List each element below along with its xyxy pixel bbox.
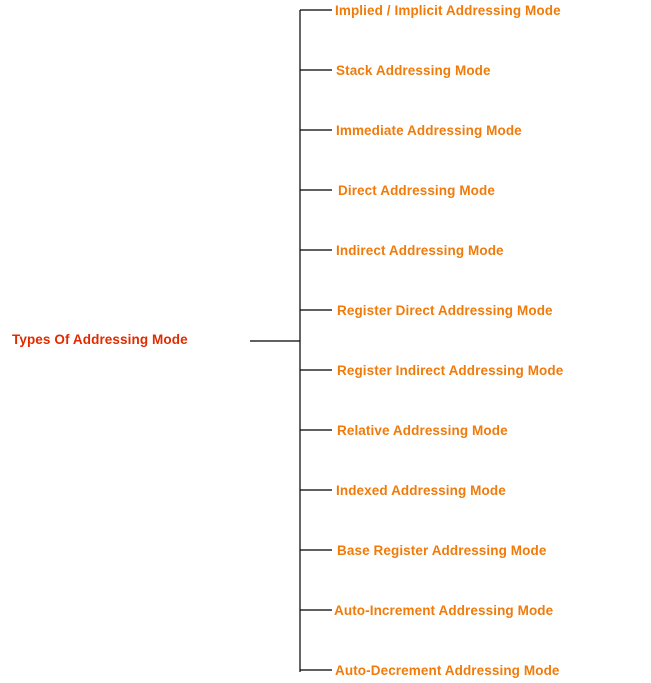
leaf-node-indexed: Indexed Addressing Mode [336, 483, 506, 498]
leaf-node-auto-increment: Auto-Increment Addressing Mode [334, 603, 554, 618]
leaf-node-indirect: Indirect Addressing Mode [336, 243, 504, 258]
leaf-node-implied-implicit: Implied / Implicit Addressing Mode [335, 3, 561, 18]
leaf-node-base-register: Base Register Addressing Mode [337, 543, 547, 558]
root-node-label: Types Of Addressing Mode [12, 332, 188, 347]
leaf-node-direct: Direct Addressing Mode [338, 183, 495, 198]
leaf-node-auto-decrement: Auto-Decrement Addressing Mode [335, 663, 560, 678]
leaf-node-register-indirect: Register Indirect Addressing Mode [337, 363, 564, 378]
leaf-node-register-direct: Register Direct Addressing Mode [337, 303, 553, 318]
leaf-node-stack: Stack Addressing Mode [336, 63, 491, 78]
leaf-node-immediate: Immediate Addressing Mode [336, 123, 522, 138]
leaf-node-relative: Relative Addressing Mode [337, 423, 508, 438]
